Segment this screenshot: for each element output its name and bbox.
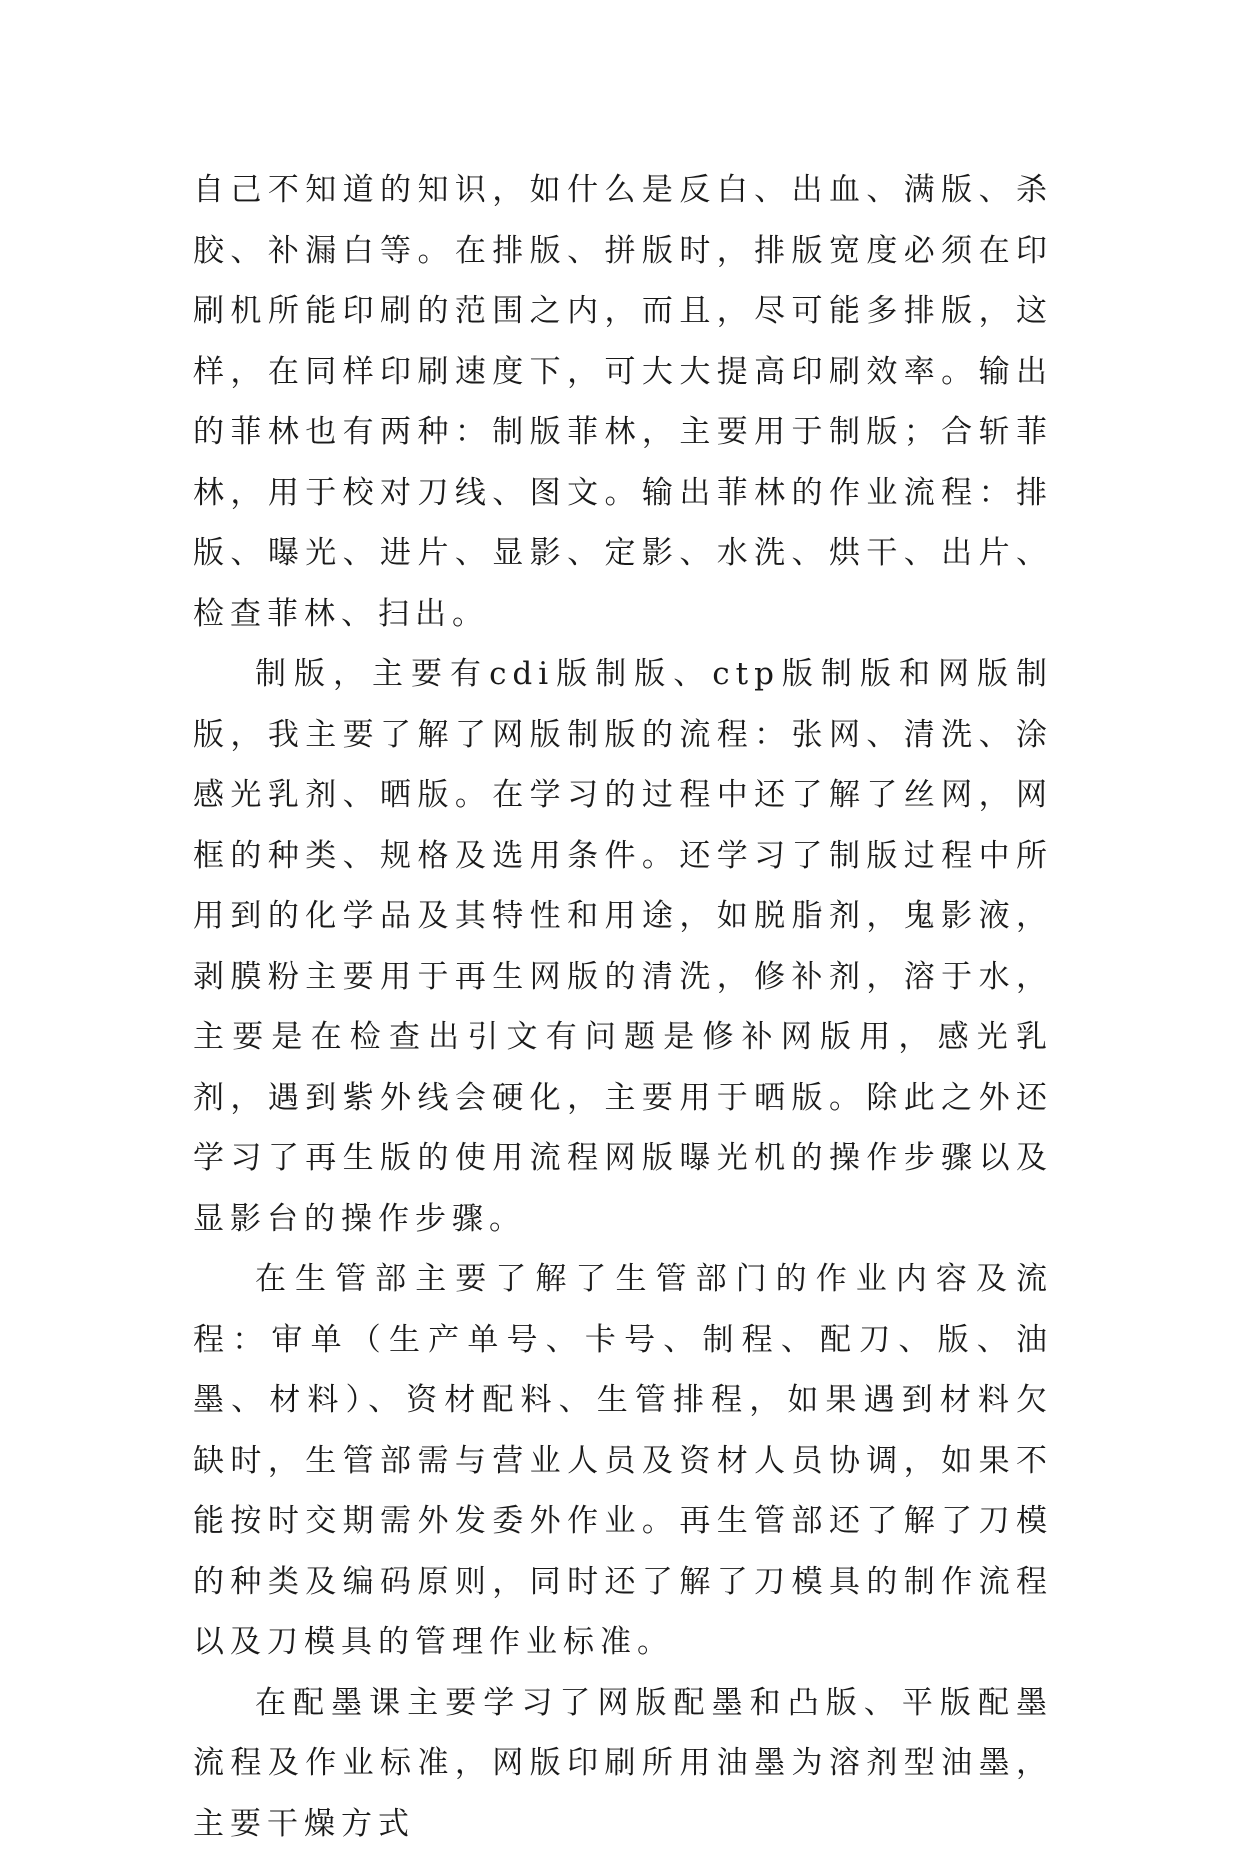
document-body (193, 160, 1053, 1854)
paragraph-3: 在生管部主要了解了生管部门的作业内容及流程：审单（生产单号、卡号、制程、配刀、版、油墨、材料）、资材配料、生管排程，如果遇到材料欠缺时，生管部需与营业人员及资材人员协调，如果不能按时交期需外发委外作业。再生管部还了解了刀模的种类及编码原则，同时还了解了刀模具的制作流程以及刀模具的管理作业标准。 (193, 1249, 1053, 1673)
paragraph-2: 制版，主要有cdi版制版、ctp版制版和网版制版，我主要了解了网版制版的流程：张网、清洗、涂感光乳剂、晒版。在学习的过程中还了解了丝网，网框的种类、规格及选用条件。还学习了制版过程中所用到的化学品及其特性和用途，如脱脂剂，鬼影液，剥膜粉主要用于再生网版的清洗，修补剂，溶于水，主要是在检查出引文有问题是修补网版用，感光乳剂，遇到紫外线会硬化，主要用于晒版。除此之外还学习了再生版的使用流程网版曝光机的操作步骤以及显影台的操作步骤。 (193, 644, 1053, 1249)
paragraph-4: 在配墨课主要学习了网版配墨和凸版、平版配墨流程及作业标准，网版印刷所用油墨为溶剂型油墨，主要干燥方式 (193, 1673, 1053, 1854)
paragraph-1: 自己不知道的知识，如什么是反白、出血、满版、杀胶、补漏白等。在排版、拼版时，排版宽度必须在印刷机所能印刷的范围之内，而且，尽可能多排版，这样，在同样印刷速度下，可大大提高印刷效率。输出的菲林也有两种：制版菲林，主要用于制版；合斩菲林，用于校对刀线、图文。输出菲林的作业流程：排版、曝光、进片、显影、定影、水洗、烘干、出片、检查菲林、扫出。 (193, 160, 1053, 644)
